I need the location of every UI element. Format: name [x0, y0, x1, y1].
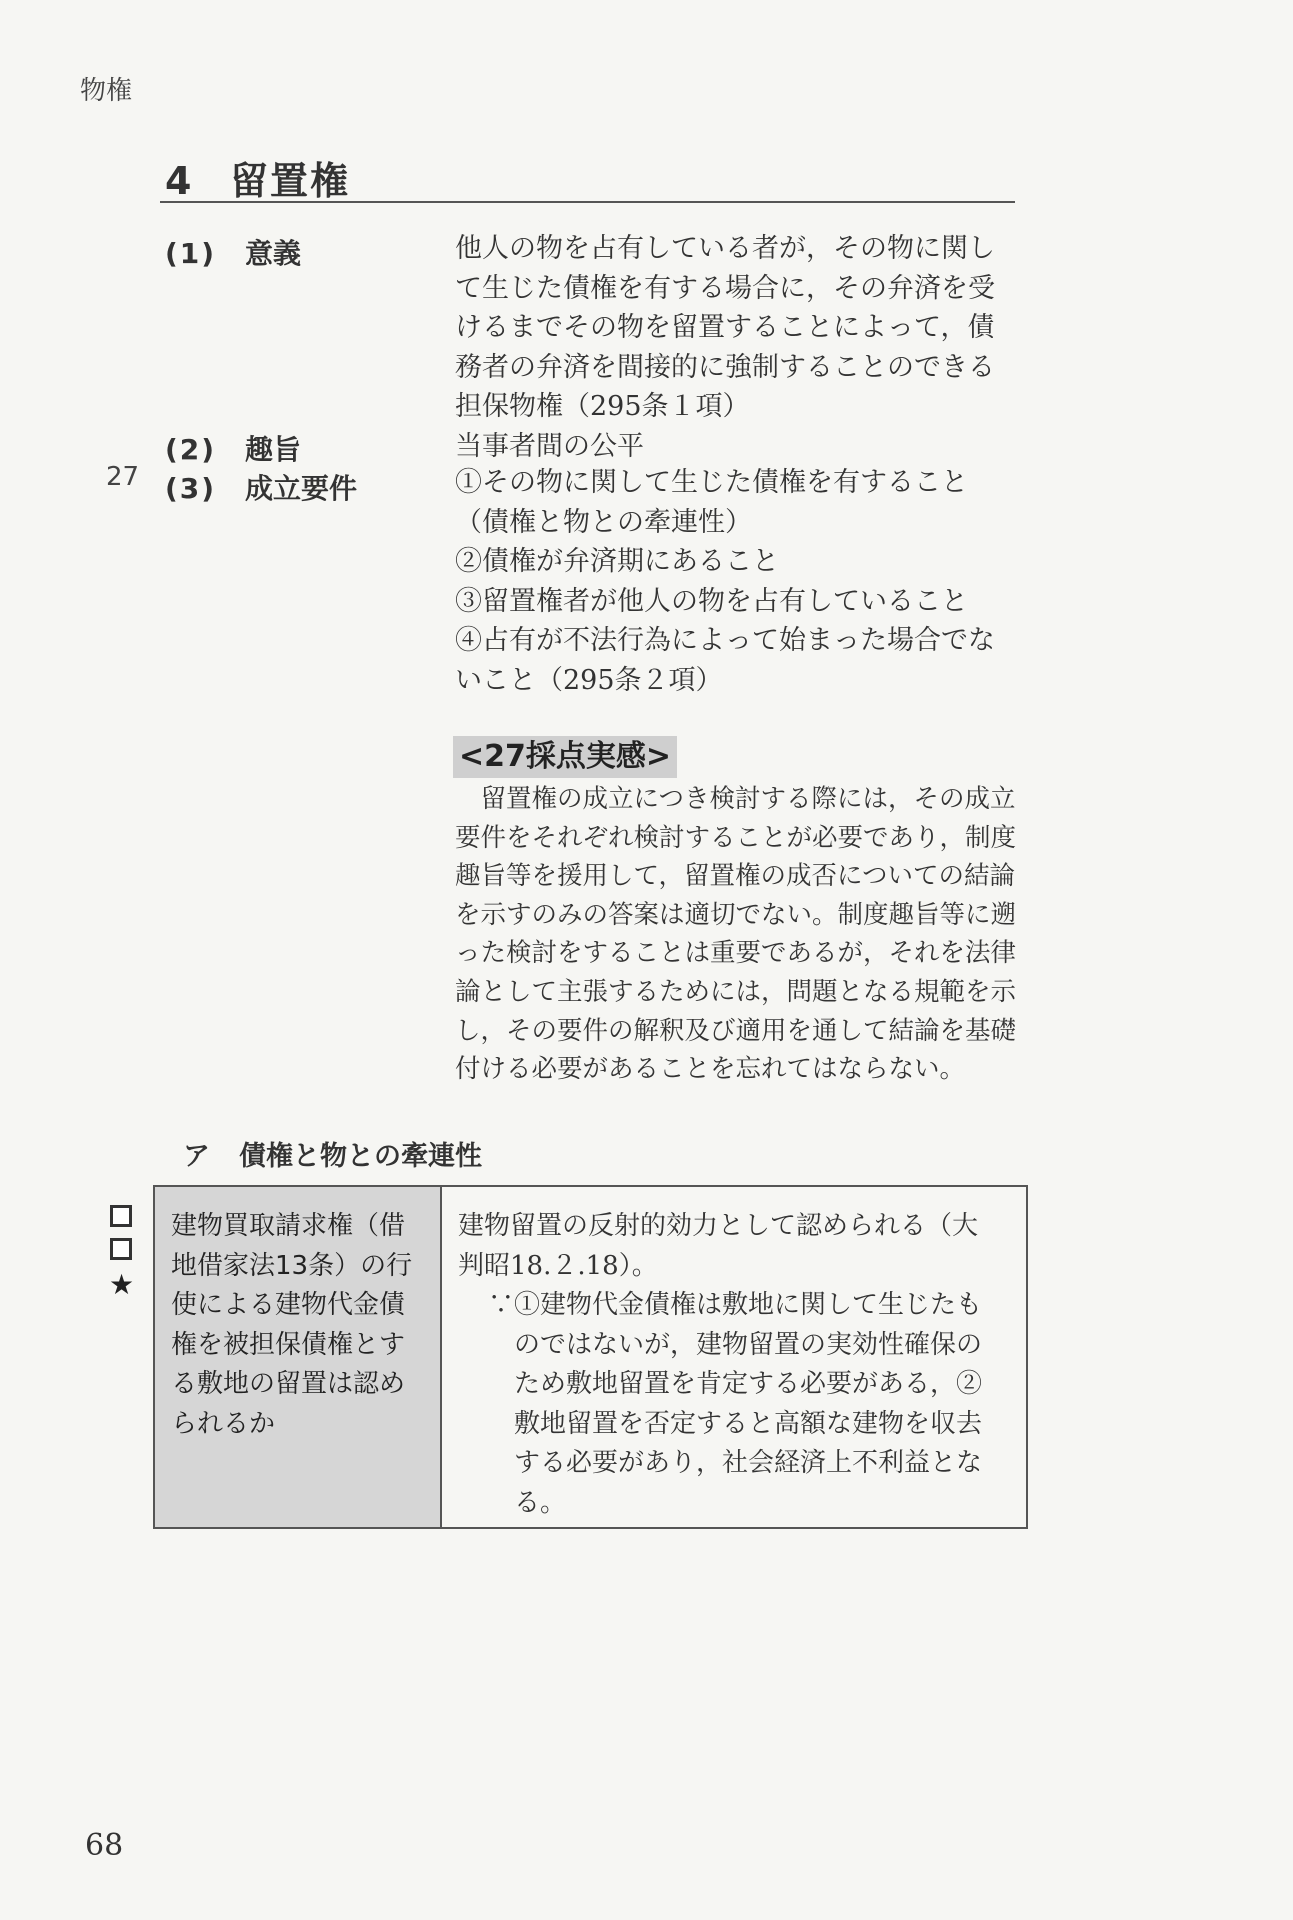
- text-line: ③留置権者が他人の物を占有していること: [455, 585, 968, 617]
- subsection-requirements: (3) 成立要件: [165, 472, 358, 505]
- purpose-text: 当事者間の公平: [455, 430, 644, 462]
- section-title: [165, 150, 350, 205]
- grading-note-body: [455, 780, 1015, 1089]
- qa-question-cell: [155, 1187, 442, 1527]
- running-header: 物権: [80, 76, 133, 106]
- title-rule: [160, 201, 1015, 203]
- text-line: 建物買取請求権（借: [171, 1211, 406, 1241]
- text-line: 判昭18.２.18）。: [458, 1250, 658, 1281]
- text-line: ④占有が不法行為によって始まった場合でな: [455, 625, 995, 657]
- definition-text: [455, 229, 1015, 467]
- text-line: けるまでその物を留置することによって，債: [455, 312, 995, 344]
- text-line: ①その物に関して生じた債権を有すること: [455, 467, 968, 498]
- text-line: 趣旨等を援用して，留置権の成否についての結論: [455, 861, 1015, 892]
- topic-mark: ア: [183, 1141, 210, 1172]
- text-line: 論として主張するためには，問題となる規範を示: [455, 976, 1017, 1007]
- section-title-text: 留置権: [230, 159, 351, 203]
- text-line: いこと（295条２項）: [455, 664, 723, 696]
- text-line: 付ける必要があることを忘れてはならない。: [455, 1054, 966, 1085]
- text-line: 留置権の成立につき検討する際には，その成立: [455, 784, 1016, 814]
- review-checkbox[interactable]: [110, 1205, 132, 1227]
- qa-answer-cell: [442, 1187, 1026, 1527]
- requirements-list: [455, 463, 1015, 701]
- text-line: 建物留置の反射的効力として認められる（大: [458, 1211, 979, 1241]
- margin-year-note: 27: [106, 462, 140, 492]
- text-line: （債権と物との牽連性）: [455, 506, 752, 538]
- subsection-purpose: (2) 趣旨: [165, 433, 302, 466]
- text-line: る敷地の留置は認め: [171, 1369, 406, 1399]
- topic-heading: [183, 1134, 482, 1173]
- text-line: 権を被担保債権とす: [171, 1329, 406, 1360]
- page-number: 68: [85, 1828, 124, 1863]
- text-line: られるか: [171, 1408, 276, 1439]
- importance-star-icon: ★: [109, 1268, 135, 1301]
- text-line: を示すのみの答案は適切でない。制度趣旨等に遡: [455, 899, 1017, 930]
- text-line: 務者の弁済を間接的に強制することのできる: [455, 351, 995, 383]
- topic-title: 債権と物との牽連性: [239, 1141, 482, 1172]
- text-line: ため敷地留置を肯定する必要がある，②: [514, 1369, 983, 1399]
- text-line: 地借家法13条）の行: [171, 1250, 413, 1281]
- text-line: る。: [514, 1487, 567, 1518]
- text-line: 担保物権（295条１項）: [455, 391, 750, 423]
- section-number: 4: [165, 159, 194, 203]
- grading-note-heading: <27採点実感>: [453, 736, 677, 778]
- text-line: する必要があり，社会経済上不利益とな: [514, 1448, 983, 1478]
- text-line: 使による建物代金債: [171, 1290, 406, 1320]
- text-line: ②債権が弁済期にあること: [455, 546, 779, 578]
- qa-table: [153, 1185, 1028, 1529]
- review-checkbox[interactable]: [110, 1238, 132, 1260]
- text-line: し，その要件の解釈及び適用を通して結論を基礎: [455, 1015, 1017, 1046]
- text-line: 要件をそれぞれ検討することが必要であり，制度: [455, 822, 1017, 853]
- reason-line: ∵①建物代金債権は敷地に関して生じたも: [488, 1290, 983, 1320]
- text-line: て生じた債権を有する場合に，その弁済を受: [455, 272, 995, 304]
- text-line: 他人の物を占有している者が，その物に関し: [455, 233, 995, 264]
- text-line: 敷地留置を否定すると高額な建物を収去: [514, 1408, 983, 1439]
- text-line: った検討をすることは重要であるが，それを法律: [455, 938, 1017, 969]
- text-line: のではないが，建物留置の実効性確保の: [514, 1329, 983, 1360]
- subsection-meaning: (1) 意義: [165, 237, 302, 270]
